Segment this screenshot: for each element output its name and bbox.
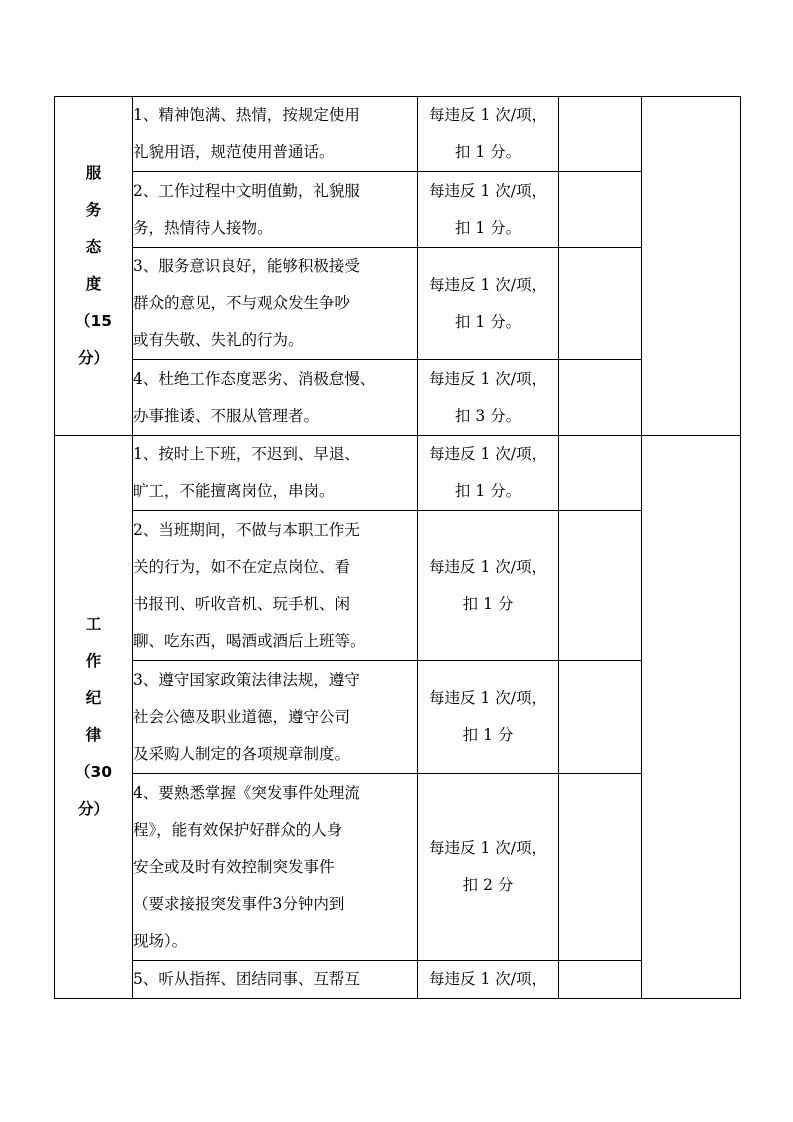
category-text: 分） [77,349,109,367]
table-row [55,436,741,511]
rule-line: 扣 1 分。 [454,218,522,237]
table-row [55,961,741,999]
item-description [133,172,418,248]
description-line: 及采购人制定的各项规章制度。 [133,744,351,763]
score-cell[interactable] [559,774,642,961]
deduction-rule [418,360,559,436]
score-cell[interactable] [559,172,642,248]
category-text: 分） [77,800,109,818]
deduction-rule [418,961,559,999]
description-line: 旷工，不能擅离岗位，串岗。 [133,482,335,500]
item-description [133,774,418,961]
description-line: 群众的意见，不与观众发生争吵 [133,294,351,312]
rule-line: 扣 2 分 [462,876,514,894]
description-line: 聊、吃东西，喝酒或酒后上班等。 [133,631,366,650]
deduction-rule [418,511,559,661]
deduction-rule [418,661,559,774]
category-text: （30 [74,763,113,781]
rule-line: 每违反 1 次/项， [429,970,547,988]
table-row [55,661,741,774]
rule-line: 每违反 1 次/项， [429,689,547,707]
rule-line: 每违反 1 次/项， [429,839,547,857]
description-line: 社会公德及职业道德，遵守公司 [133,707,351,726]
description-line: 5、听从指挥、团结同事、互帮互 [133,970,360,988]
item-description [133,661,418,774]
rule-line: 每违反 1 次/项， [429,557,547,576]
category-cell [55,97,133,436]
description-line: 4、杜绝工作态度恶劣、消极怠慢、 [133,369,376,388]
category-text: 纪 [85,689,102,707]
score-cell[interactable] [559,360,642,436]
rule-line: 扣 1 分。 [454,482,522,500]
description-line: 1、按时上下班，不迟到、早退、 [133,445,360,463]
score-cell[interactable] [559,248,642,360]
description-line: 办事推诿、不服从管理者。 [133,406,320,425]
item-description [133,248,418,360]
category-text: 度 [85,275,102,293]
rule-line: 扣 1 分 [462,594,514,613]
description-line: 2、工作过程中文明值勤，礼貌服 [133,181,360,200]
deduction-rule [418,248,559,360]
description-line: 或有失敬、失礼的行为。 [133,331,304,349]
description-line: 现场）。 [133,931,188,950]
item-description [133,436,418,511]
item-description [133,360,418,436]
criteria-table [54,96,741,999]
table-row [55,172,741,248]
rule-line: 扣 1 分 [462,726,514,744]
deduction-rule [418,97,559,172]
score-cell[interactable] [559,511,642,661]
category-text: （15 [74,312,113,330]
rule-line: 扣 1 分。 [454,312,522,331]
score-cell[interactable] [559,97,642,172]
rule-line: 扣 1 分。 [454,143,522,161]
deduction-rule [418,774,559,961]
rule-line: 扣 3 分。 [454,406,522,425]
rule-line: 每违反 1 次/项， [429,369,547,388]
description-line: 3、遵守国家政策法律法规，遵守 [133,670,360,689]
item-description [133,97,418,172]
description-line: 礼貌用语，规范使用普通话。 [133,143,335,161]
category-cell [55,436,133,999]
section-total-cell[interactable] [642,97,741,436]
score-cell[interactable] [559,661,642,774]
category-text: 工 [85,615,102,633]
deduction-rule [418,172,559,248]
description-line: 4、要熟悉掌握《突发事件处理流 [133,783,360,802]
table-row [55,360,741,436]
description-line: 2、当班期间，不做与本职工作无 [133,520,360,539]
table-row [55,97,741,172]
deduction-rule [418,436,559,511]
score-cell[interactable] [559,961,642,999]
table-row [55,511,741,661]
category-text: 服 [85,164,102,182]
description-line: 3、服务意识良好，能够积极接受 [133,257,360,275]
item-description [133,511,418,661]
description-line: 关的行为，如不在定点岗位、看 [133,557,351,576]
rule-line: 每违反 1 次/项， [429,181,547,200]
rule-line: 每违反 1 次/项， [429,106,547,124]
description-line: 务，热情待人接物。 [133,218,273,237]
description-line: 安全或及时有效控制突发事件 [133,857,335,876]
category-text: 务 [85,201,102,219]
description-line: （要求接报突发事件3分钟内到 [133,894,345,913]
section-total-cell[interactable] [642,436,741,999]
category-text: 律 [85,726,102,744]
item-description [133,961,418,999]
description-line: 1、精神饱满、热情，按规定使用 [133,106,360,124]
category-text: 态 [85,238,102,256]
rule-line: 每违反 1 次/项， [429,445,547,463]
score-cell[interactable] [559,436,642,511]
description-line: 程》，能有效保护好群众的人身 [133,820,343,839]
table-row [55,774,741,961]
table-row [55,248,741,360]
description-line: 书报刊、听收音机、玩手机、闲 [133,594,351,613]
rule-line: 每违反 1 次/项， [429,275,547,294]
category-text: 作 [85,652,102,670]
